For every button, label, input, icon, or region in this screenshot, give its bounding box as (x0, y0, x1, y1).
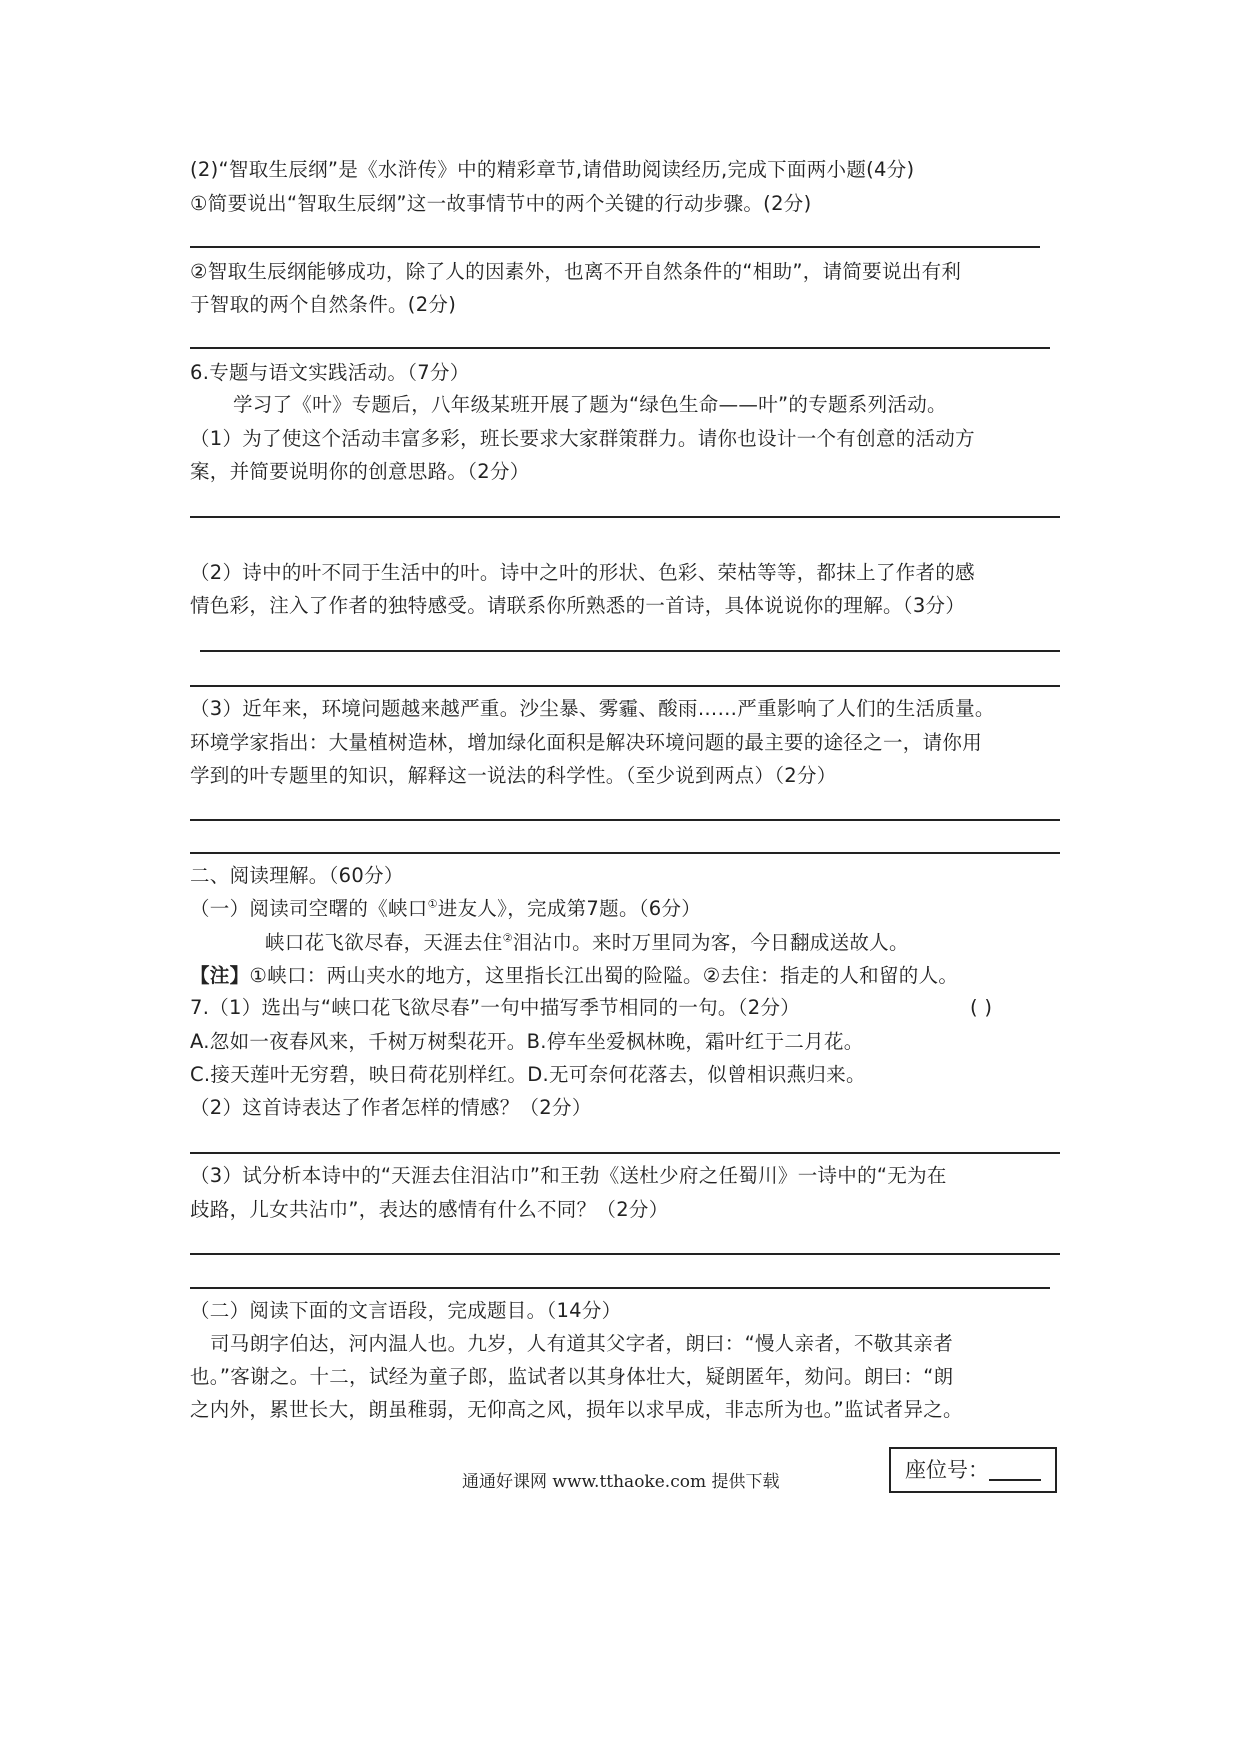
seat-number-box (889, 1447, 1057, 1493)
reading-2-title: （二）阅读下面的文言语段，完成题目。（14分） (190, 1299, 622, 1322)
answer-line (190, 852, 1060, 854)
question-7-1: 7.（1）选出与“峡口花飞欲尽春”一句中描写季节相同的一句。（2分） (190, 996, 801, 1019)
poem-text: 峡口花飞欲尽春，天涯去住②泪沾巾。来时万里同为客，今日翻成送故人。 (265, 931, 909, 954)
classical-text-line3: 之内外，累世长大，朗虽稚弱，无仰高之风，损年以求早成，非志所为也。”监试者异之。 (190, 1398, 963, 1421)
answer-line (190, 516, 1060, 518)
question-6-title: 6.专题与语文实践活动。（7分） (190, 361, 470, 384)
option-a-b: A.忽如一夜春风来，千树万树梨花开。B.停车坐爱枫林晚，霜叶红于二月花。 (190, 1030, 864, 1053)
classical-text-line1: 司马朗字伯达，河内温人也。九岁，人有道其父字者，朗曰：“慢人亲者，不敬其亲者 (210, 1332, 954, 1355)
classical-text-line2: 也。”客谢之。十二，试经为童子郎，监试者以其身体壮大，疑朗匿年，劾问。朗曰：“朗 (190, 1365, 954, 1388)
seat-number-label: 座位号： (905, 1458, 989, 1482)
question-6-2: （2）诗中的叶不同于生活中的叶。诗中之叶的形状、色彩、荣枯等等，都抹上了作者的感 (190, 561, 975, 584)
seat-number-blank (989, 1453, 1041, 1481)
answer-line (200, 650, 1060, 652)
question-5-2-2: ②智取生辰纲能够成功，除了人的因素外，也离不开自然条件的“相助”，请简要说出有利 (190, 260, 962, 283)
question-5-2-1: ①简要说出“智取生辰纲”这一故事情节中的两个关键的行动步骤。(2分) (190, 192, 812, 215)
answer-line (190, 1287, 1050, 1289)
reading-1-title: （一）阅读司空曙的《峡口①进友人》，完成第7题。（6分） (190, 897, 702, 920)
question-5-2: (2)“智取生辰纲”是《水浒传》中的精彩章节,请借助阅读经历,完成下面两小题(4分) (190, 158, 915, 181)
question-6-3: （3）近年来，环境问题越来越严重。沙尘暴、雾霾、酸雨……严重影响了人们的生活质量。 (190, 697, 995, 720)
answer-line (190, 819, 1060, 821)
question-6-1: （1）为了使这个活动丰富多彩，班长要求大家群策群力。请你也设计一个有创意的活动方 (190, 427, 975, 450)
question-7-3-cont: 歧路，儿女共沾巾”，表达的感情有什么不同？（2分） (190, 1198, 669, 1221)
question-6-3-cont1: 环境学家指出：大量植树造林，增加绿化面积是解决环境问题的最主要的途径之一，请你用 (190, 731, 983, 754)
section-2-title: 二、阅读理解。（60分） (190, 864, 404, 887)
answer-line (190, 1152, 1060, 1154)
answer-line (190, 1253, 1060, 1255)
option-c-d: C.接天莲叶无穷碧，映日荷花别样红。D.无可奈何花落去，似曾相识燕归来。 (190, 1063, 866, 1086)
question-7-2: （2）这首诗表达了作者怎样的情感？（2分） (190, 1096, 592, 1119)
poem-note: 【注】①峡口：两山夹水的地方，这里指长江出蜀的险隘。②去住：指走的人和留的人。 (190, 964, 959, 987)
question-5-2-2-cont: 于智取的两个自然条件。(2分) (190, 293, 457, 316)
answer-line (190, 347, 1050, 349)
question-6-intro: 学习了《叶》专题后，八年级某班开展了题为“绿色生命——叶”的专题系列活动。 (233, 393, 947, 416)
question-7-3: （3）试分析本诗中的“天涯去住泪沾巾”和王勃《送杜少府之任蜀川》一诗中的“无为在 (190, 1164, 947, 1187)
question-6-2-cont: 情色彩，注入了作者的独特感受。请联系你所熟悉的一首诗，具体说说你的理解。（3分） (190, 594, 966, 617)
answer-bracket: ( ) (970, 996, 993, 1019)
answer-line (190, 246, 1040, 248)
download-footer: 通通好课网 www.tthaoke.com 提供下载 (462, 1472, 780, 1492)
answer-line (190, 685, 1060, 687)
question-6-1-cont: 案，并简要说明你的创意思路。（2分） (190, 460, 530, 483)
question-6-3-cont2: 学到的叶专题里的知识，解释这一说法的科学性。（至少说到两点）（2分） (190, 764, 837, 787)
